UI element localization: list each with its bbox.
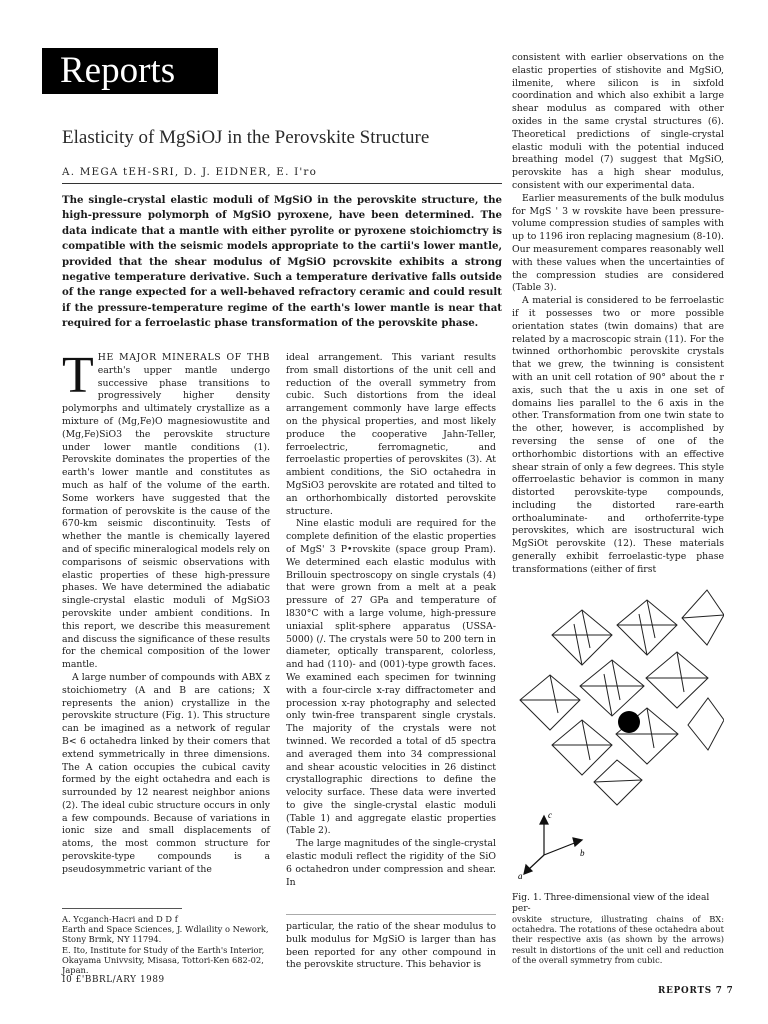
figure-caption-title: Fig. 1. Three-dimensional view of the ideal per-	[512, 893, 710, 915]
col1-text-1: earth's upper mantle undergo successive phase transitions to progressively higher density polymorphs and ultimately crystallize as a mixture of (Mg,Fe)O magnesiowustite and (Mg,Fe)SiO3 the perovskite structure under lower mantle conditions (1). Perovskite dominates the properties of the earth's lower mantle and constitutes as much as half of the volume of the earth. Some workers have suggested that the formation of perovskite is the cause of the 670-km seismic discontinuity. Tests of whether the mantle is chemically layered and of specific mineralogical models rely on comparisons of seismic observations with elastic properties of these high-pressure phases. We have determined the adiabatic single-crystal elastic moduli of MgSiO3 perovskite under ambient conditions. In this report, we describe this measurement and discuss the significance of these results for the chemical composition of the lower mantle.	[62, 364, 270, 671]
col3-paragraph-1: consistent with earlier observations on the elastic properties of stishovite and MgSiO, ilmenite, where silicon is in sixfold coordination and which also exhibit a large shear modulus as compared with other oxides in the same crystal structures (6). Theoretical predictions of single-crystal elastic moduli with the potential induced breathing model (7) suggest that MgSiO, perovskite has a high shear modulus, consistent with our experimental data.	[512, 52, 724, 191]
octahedron	[520, 675, 580, 730]
figure-caption-body: ovskite structure, illustrating chains of BX: octahedra. The rotations of these octahedra about their respective axis (as shown by the arrows) result in distortions of the unit cell and reduction of the overall symmetry from cubic.	[512, 914, 724, 965]
octahedron	[552, 720, 612, 775]
affiliation-1: A. Ycganch-Hacri and D D f	[62, 914, 178, 924]
octahedron	[617, 600, 677, 655]
drop-cap: T	[62, 347, 94, 404]
axis-triad	[524, 816, 582, 874]
figure-1	[512, 580, 724, 880]
issue-date: I0 £'BBRL/ARY 1989	[62, 975, 165, 985]
column-1	[62, 347, 270, 877]
author-line: A. MEGA tEH-SRI, D. J. EIDNER, E. I'ro	[62, 166, 318, 178]
article-title: Elasticity of MgSiOJ in the Perovskite Structure	[62, 127, 430, 148]
title-rule	[62, 183, 502, 184]
col3-paragraph-3: A material is considered to be ferroelastic if it possesses two or more possible orientation states (twin domains) that are related by a macroscopic strain (11). For the twinned orthorhombic perovskite crystals that we grew, the twinning is consistent with an unit cell rotation of 90° about the r axis, such that the u axis in one set of domains lies parallel to the 6 axis in the other. Transformation from one twin state to the other, however, is accomplished by reversing the sense of one of the orthorhombic distortions with an effective shear strain of only a few degrees. This style offerroelastic behavior is common in many distorted perovskite-type compounds, including the distorted rare-earth orthoaluminate- and orthoferrite-type perovskites, which are isostructural wich MgSiOt perovskite (12). These materials generally exhibit ferroelastic-type phase transformations (either of first	[512, 295, 724, 575]
download-watermark	[728, 348, 750, 668]
col2-tail	[286, 921, 496, 972]
octahedron	[594, 760, 642, 805]
column-2-divider	[286, 914, 496, 915]
col2-paragraph-1: ideal arrangement. This variant results from small distortions of the unit cell and reduction of the overall symmetry from cubic. Such distortions from the ideal arrangement commonly have large effects on the physical properties, and most likely produce the cooperative Jahn-Teller, ferroelectric, ferromagnetic, and ferroelastic properties of perovskites (3). At ambient conditions, the SiO octahedra in MgSiO3 perovskite are rotated and tilted to an orthorhombically distorted perovskite structure.	[286, 352, 496, 517]
octahedron	[688, 698, 724, 750]
axis-label-c: c	[548, 810, 552, 820]
lead-in: HE MAJOR MINERALS OF THB	[97, 352, 270, 363]
author-affiliations	[62, 914, 272, 975]
abstract: The single-crystal elastic moduli of MgSiO in the perovskite structure, the high-pressure polymorph of MgSiO pyroxene, have been determined. The data indicate that a mantle with either pyrolite or pyroxene stoichiomctry is compatible with the seismic models appropriate to the cartii's lower mantle, provided that the shear modulus of MgSiO pcrovskite exhibits a strong negative temperature derivative. Such a temperature derivative falls outside of the range expected for a well-behaved refractory ceramic and could result if the pressure-temperature regime of the earth's lower mantle is near that required for a ferroelastic phase transformation of the perovskite phase.	[62, 194, 502, 330]
col2-paragraph-2: Nine elastic moduli are required for the complete definition of the elastic properties of MgS' 3 P•rovskite (space group Pram). We determined each elastic modulus with Brillouin spectroscopy on single crystals (4) that were grown from a melt at a peak pressure of 27 GPa and temperature of l830°C with a large volume, high-pressure uniaxial split-sphere apparatus (USSA-5000) (/. The crystals were 50 to 200 tern in diameter, optically transparent, colorless, and had (110)- and (001)-type growth faces. We examined each specimen for twinning with a four-circle x-ray diffractometer and procession x-ray photography and selected only twin-free transparent single crystals. The majority of the crystals were not twinned. We recorded a total of d5 spectra and averaged them into 34 compressional and shear acoustic velocities in 26 distinct crystallographic directions to define the velocity surface. These data were inverted to give the single-crystal elastic moduli (Table 1) and aggregate elastic properties (Table 2).	[286, 518, 496, 837]
octahedron	[646, 652, 708, 708]
octahedron	[682, 590, 724, 645]
col2-paragraph-3: The large magnitudes of the single-crystal elastic moduli reflect the rigidity of the SiO 6 octahedron under compression and shear. In	[286, 838, 496, 888]
footnote-rule	[62, 908, 182, 909]
col1-paragraph-1	[62, 347, 270, 672]
octahedron	[552, 610, 612, 665]
col1-paragraph-2: A large number of compounds with ABX z stoichiometry (A and B are cations; X represents the anion) crystallize in the perovskite structure (Fig. 1). This structure can be imagined as a network of regular B< 6 octahedra linked by their comers that extend symmetrically in three dimensions. The A cation occupies the cubical cavity formed by the eight octahedra and each is surrounded by 12 nearest neighbor anions (2). The ideal cubic structure occurs in only a few compounds. Because of variations in ionic size and small displacements of atoms, the most common structure for perovskite-type compounds is a pseudosymmetric variant of the	[62, 671, 270, 875]
perovskite-structure-drawing	[512, 580, 724, 880]
a-site-cation	[618, 711, 640, 733]
col3-paragraph-2: Earlier measurements of the bulk modulus for MgS ' 3 w rovskite have been pressure-volume compression studies of samples with up to 1196 iron replacing magnesium (8-10). Our measurement compares reasonably well with these values when the uncertainties of the compression studies are considered (Table 3).	[512, 192, 724, 294]
column-2	[286, 352, 496, 889]
axis-label-a: a	[518, 871, 523, 880]
col2-tail-text: particular, the ratio of the shear modulus to bulk modulus for MgSiO is larger than has been reported for any other compound in the perovskite structure. This behavior is	[286, 921, 496, 971]
affiliation-2: Earth and Space Sciences, J. Wdlaility o Nework, Stony Brmk, NY 11794.	[62, 924, 269, 945]
axis-label-b: b	[580, 848, 585, 858]
page-number: REPORTS 7 7	[658, 986, 734, 996]
section-banner: Reports	[42, 48, 218, 94]
octahedron	[580, 660, 644, 716]
affiliation-3: E. Ito, Institute for Study of the Earth's Interior, Okayama Univvsity, Misasa, Tottori-Ken 682-02, Japan.	[62, 944, 265, 976]
column-3	[512, 52, 724, 577]
